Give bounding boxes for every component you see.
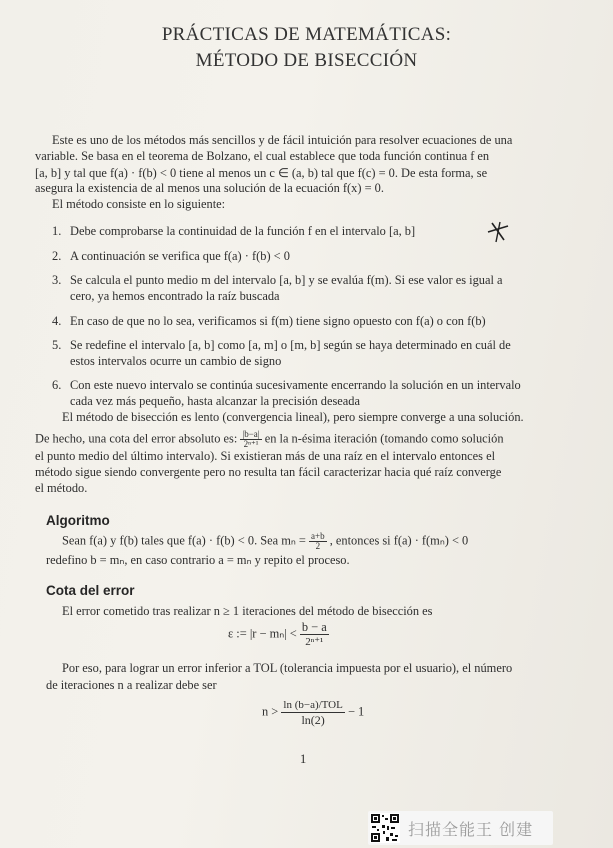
step-3-text-1: Se calcula el punto medio m del intervalo [a, b] y se evalúa f(m). Si ese valor es igual a (70, 273, 503, 287)
algorithm-line-2: redefino b = mₙ, en caso contrario a = mₙ y repito el proceso. (46, 553, 350, 567)
step-2-text: A continuación se verifica que f(a) · f(b) < 0 (70, 249, 290, 263)
scanner-watermark (368, 811, 553, 845)
algorithm-line-1-start: Sean f(a) y f(b) tales que f(a) · f(b) < 0. Sea mₙ = (62, 533, 306, 548)
discussion-line-5: el método. (35, 481, 88, 495)
page-number: 1 (300, 752, 307, 766)
error-formula-numerator: b − a (301, 620, 327, 634)
iterations-formula (262, 698, 364, 727)
iterations-formula-lhs: n > (262, 704, 279, 719)
error-bound-fraction (240, 430, 261, 449)
error-formula-fraction (300, 620, 329, 649)
step-5-number: 5. (52, 338, 62, 352)
error-bound-line-1: El error cometido tras realizar n ≥ 1 iteraciones del método de bisección es (62, 604, 433, 618)
midpoint-denominator: 2 (315, 541, 321, 551)
error-bound-denominator: 2ⁿ⁺¹ (243, 439, 259, 449)
error-bound-line-2: Por eso, para lograr un error inferior a TOL (tolerancia impuesta por el usuario), el número (62, 661, 513, 675)
step-3-number: 3. (52, 273, 62, 287)
error-formula-denominator: 2ⁿ⁺¹ (305, 636, 324, 648)
algorithm-line-1-end: , entonces si f(a) · f(mₙ) < 0 (329, 533, 469, 548)
iterations-formula-numerator: ln (b−a)/TOL (283, 699, 343, 711)
step-2-number: 2. (52, 249, 62, 263)
step-5-text-1: Se redefine el intervalo [a, b] como [a, m] o [m, b] según se haya determinado en cuál de (70, 338, 511, 352)
intro-lead: El método consiste en lo siguiente: (52, 197, 226, 211)
iterations-formula-rhs: − 1 (347, 704, 365, 719)
step-6-text-2: cada vez más pequeño, hasta alcanzar la precisión deseada (70, 394, 360, 408)
watermark-text: 扫描全能王 创建 (408, 820, 534, 839)
intro-line-2: variable. Se basa en el teorema de Bolzano, el cual establece que toda función continua f en (35, 149, 490, 163)
step-4-number: 4. (52, 314, 62, 328)
algorithm-heading: Algoritmo (46, 513, 110, 528)
step-6-text-1: Con este nuevo intervalo se continúa sucesivamente encerrando la solución en un intervalo (70, 378, 521, 392)
step-5-text-2: estos intervalos ocurre un cambio de signo (70, 354, 282, 368)
step-4-text: En caso de que no lo sea, verificamos si f(m) tiene signo opuesto con f(a) o con f(b) (70, 314, 486, 328)
qr-code-icon (370, 813, 400, 843)
midpoint-numerator: a+b (311, 531, 325, 541)
error-bound-line-3: de iteraciones n a realizar debe ser (46, 678, 217, 692)
midpoint-fraction (309, 532, 327, 551)
algorithm-line-1 (62, 532, 468, 551)
iterations-formula-fraction (281, 698, 344, 727)
discussion-line-2 (35, 430, 504, 449)
step-6-number: 6. (52, 378, 62, 392)
intro-line-4: asegura la existencia de al menos una solución de la ecuación f(x) = 0. (35, 181, 384, 195)
title-line-1: PRÁCTICAS DE MATEMÁTICAS: (161, 24, 452, 45)
error-formula-lhs: ε := |r − mₙ| < (228, 626, 297, 641)
handwritten-asterisk-mark (484, 220, 512, 244)
intro-line-1: Este es uno de los métodos más sencillos y de fácil intuición para resolver ecuaciones de una (52, 133, 513, 147)
discussion-line-4: método sigue siendo convergente pero no resulta tan fácil caracterizar hacia qué raíz converge (35, 465, 502, 479)
step-1-text: Debe comprobarse la continuidad de la función f en el intervalo [a, b] (70, 224, 416, 238)
intro-line-3: [a, b] y tal que f(a) · f(b) < 0 tiene al menos un c ∈ (a, b) tal que f(c) = 0. De esta forma, se (35, 166, 488, 180)
title-line-2: MÉTODO DE BISECCIÓN (195, 50, 418, 71)
discussion-line-3: el punto medio del último intervalo). Si existieran más de una raíz en el intervalo entonces el (35, 449, 496, 463)
step-1-number: 1. (52, 224, 62, 238)
error-bound-numerator: |b−a| (242, 429, 260, 439)
discussion-line-1: El método de bisección es lento (convergencia lineal), pero siempre converge a una solución. (62, 410, 524, 424)
discussion-line-2-end: en la n-ésima iteración (tomando como solución (264, 431, 504, 446)
error-formula (228, 620, 329, 649)
step-3-text-2: cero, ya hemos encontrado la raíz buscada (70, 289, 280, 303)
error-bound-heading: Cota del error (46, 583, 135, 598)
iterations-formula-denominator: ln(2) (301, 713, 325, 727)
discussion-line-2-start: De hecho, una cota del error absoluto es: (35, 431, 238, 446)
